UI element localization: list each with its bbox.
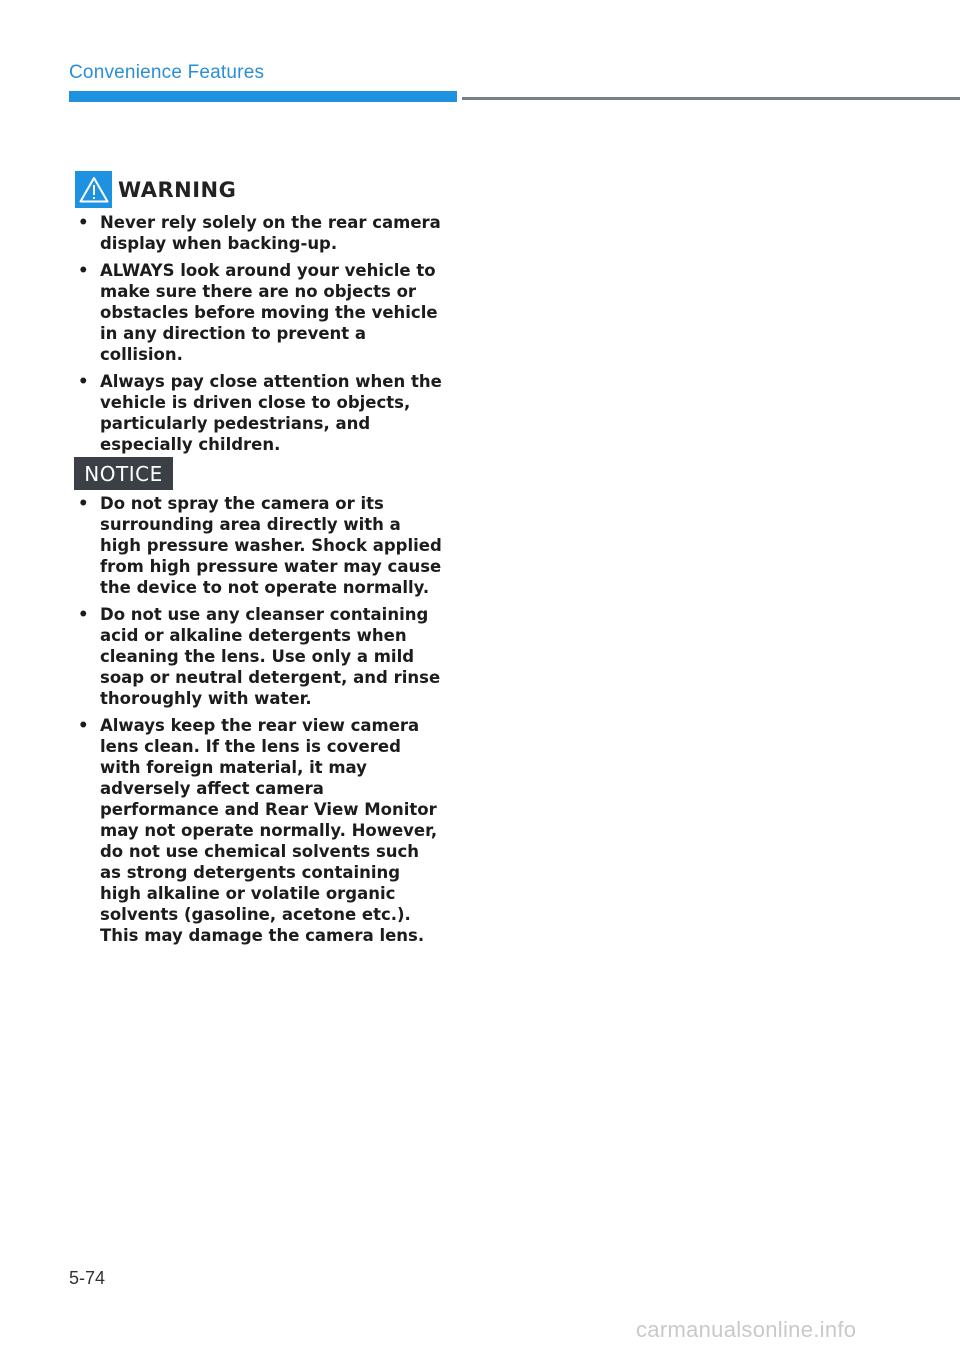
header-rule-blue bbox=[69, 91, 457, 102]
warning-list bbox=[75, 212, 445, 461]
notice-item bbox=[75, 493, 445, 598]
watermark-link[interactable]: carmanualsonline.info bbox=[636, 1317, 857, 1342]
notice-item bbox=[75, 604, 445, 709]
warning-item-text: Always pay close attention when the vehicle is driven close to objects, particularly pedestrians, and especially children. bbox=[100, 372, 442, 454]
bullet-icon: • bbox=[78, 716, 89, 735]
header-rule-grey bbox=[462, 97, 960, 100]
warning-title: WARNING bbox=[118, 177, 237, 202]
notice-item bbox=[75, 715, 445, 946]
notice-item-text: Do not use any cleanser containing acid or alkaline detergents when cleaning the lens. Use only a mild soap or neutral detergent, and rinse thoroughly with water. bbox=[100, 605, 441, 708]
bullet-icon: • bbox=[78, 494, 89, 513]
notice-badge: NOTICE bbox=[74, 457, 173, 490]
warning-item bbox=[75, 371, 445, 455]
warning-item-text: ALWAYS look around your vehicle to make sure there are no objects or obstacles before moving the vehicle in any direction to prevent a collision. bbox=[100, 261, 438, 364]
bullet-icon: • bbox=[78, 213, 89, 232]
warning-item bbox=[75, 212, 445, 254]
page-number: 5-74 bbox=[69, 1268, 106, 1288]
section-title: Convenience Features bbox=[69, 62, 265, 83]
warning-item-text: Never rely solely on the rear camera display when backing-up. bbox=[100, 213, 441, 253]
bullet-icon: • bbox=[78, 605, 89, 624]
notice-item-text: Do not spray the camera or its surrounding area directly with a high pressure washer. Shock applied from high pressure water may cause the device to not operate normally. bbox=[100, 494, 442, 597]
notice-item-text: Always keep the rear view camera lens clean. If the lens is covered with foreign material, it may adversely affect camera performance and Rear View Monitor may not operate normally. However, do not use chemical solvents such as strong detergents containing high alkaline or volatile organic solvents (gasoline, acetone etc.). This may damage the camera lens. bbox=[100, 716, 438, 945]
warning-triangle-icon bbox=[75, 171, 112, 208]
bullet-icon: • bbox=[78, 261, 89, 280]
warning-header bbox=[75, 171, 236, 208]
warning-item bbox=[75, 260, 445, 365]
bullet-icon: • bbox=[78, 372, 89, 391]
notice-list bbox=[75, 493, 445, 952]
